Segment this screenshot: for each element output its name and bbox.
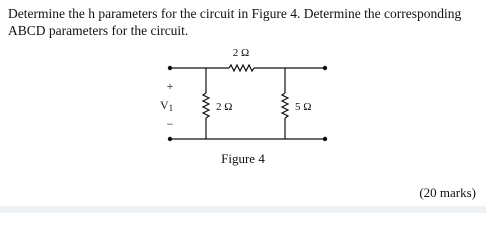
- left-shunt-resistor-zigzag: [203, 93, 209, 118]
- figure-caption: Figure 4: [221, 151, 265, 166]
- terminal-bottom-right: [323, 137, 327, 141]
- minus-sign: −: [166, 117, 174, 131]
- terminal-top-left: [168, 66, 172, 70]
- port-voltage-letter: V: [160, 98, 169, 112]
- marks-label: (20 marks): [419, 185, 476, 200]
- bottom-strip: [0, 206, 486, 213]
- port-voltage-label: [160, 98, 173, 113]
- plus-sign: +: [166, 79, 174, 93]
- right-shunt-resistor-zigzag: [282, 93, 288, 118]
- question-line-1: Determine the h parameters for the circuit in Figure 4. Determine the corresponding: [8, 6, 462, 21]
- right-shunt-resistor-label: 5 Ω: [295, 101, 312, 113]
- left-shunt-resistor-label: 2 Ω: [216, 101, 233, 113]
- question-line-2: ABCD parameters for the circuit.: [8, 23, 189, 38]
- terminal-top-right: [323, 66, 327, 70]
- series-resistor-zigzag: [229, 65, 254, 71]
- terminal-bottom-left: [168, 137, 172, 141]
- port-voltage-subscript: 1: [168, 103, 174, 113]
- series-resistor-label: 2 Ω: [232, 47, 250, 59]
